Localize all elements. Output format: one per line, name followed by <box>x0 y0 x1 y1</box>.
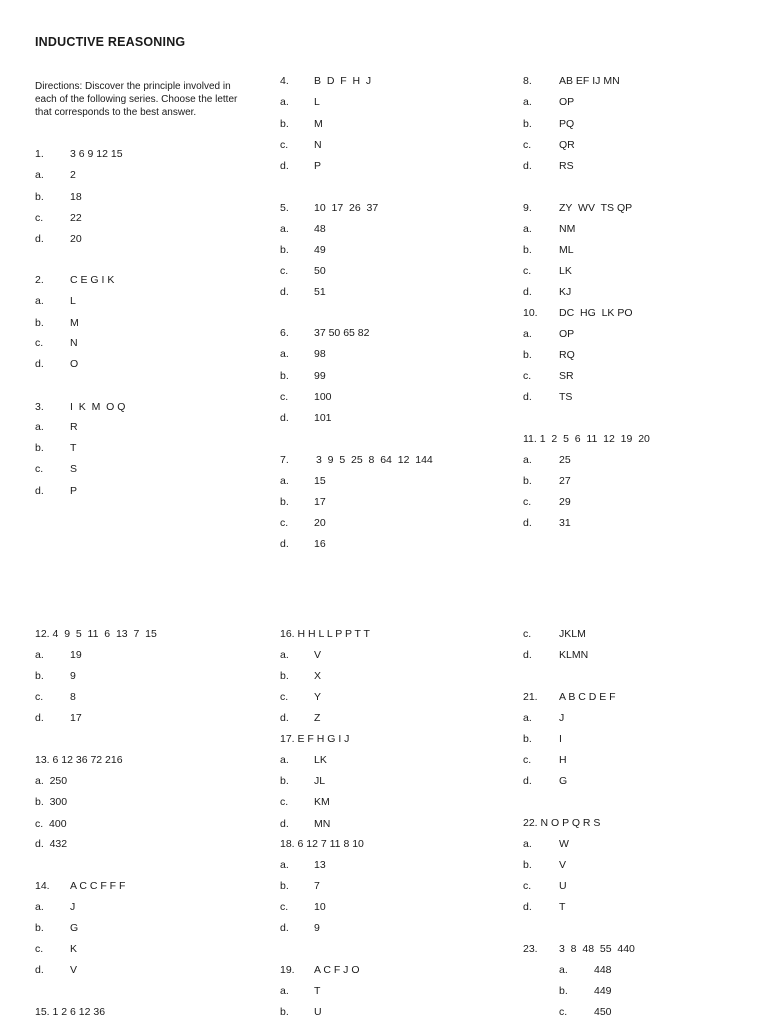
option-value: OP <box>559 328 575 340</box>
option-letter: d. <box>35 358 44 370</box>
option-letter: b. <box>280 880 289 892</box>
option-value: ML <box>559 244 574 256</box>
question-series: B D F H J <box>314 75 372 87</box>
option-letter: c. <box>280 901 289 913</box>
option-letter: a. <box>280 754 289 766</box>
question-13 <box>35 754 123 767</box>
option-value: RQ <box>559 349 575 361</box>
question-series: 6 12 36 72 216 <box>52 754 123 766</box>
option-letter: b. <box>523 475 532 487</box>
option-value: 51 <box>314 286 326 298</box>
question-number: 3. <box>35 401 44 413</box>
option-letter: b. <box>523 349 532 361</box>
option-value: MN <box>314 818 331 830</box>
option-letter: b. <box>35 670 44 682</box>
question-series: DC HG LK PO <box>559 307 633 319</box>
option-value: TS <box>559 391 573 403</box>
question-series: A C C F F F <box>70 880 126 892</box>
question-series: 4 9 5 11 6 13 7 15 <box>52 628 157 640</box>
option-value: 20 <box>314 517 326 529</box>
option-letter: b. <box>523 118 532 130</box>
question-series: 6 12 7 11 8 10 <box>297 838 364 850</box>
option-letter: c. <box>559 1006 568 1018</box>
option-letter: b. <box>280 1006 289 1018</box>
option-letter: b. <box>523 859 532 871</box>
question-11 <box>523 433 650 446</box>
option-letter: c. <box>523 754 532 766</box>
option-value: V <box>70 964 78 976</box>
option-letter: c. <box>280 517 289 529</box>
option-letter: c. <box>280 391 289 403</box>
option-value: S <box>70 463 78 475</box>
option-letter: c. <box>280 265 289 277</box>
option-value: 8 <box>70 691 76 703</box>
option-letter: d. <box>280 818 289 830</box>
option-letter: b. <box>280 775 289 787</box>
option-value: T <box>559 901 566 913</box>
option-letter: b. <box>523 733 532 745</box>
option-value: 448 <box>594 964 612 976</box>
option-letter: a. <box>35 775 50 787</box>
option-value: LK <box>559 265 572 277</box>
option-value: U <box>314 1006 322 1018</box>
option-value: 48 <box>314 223 326 235</box>
option-value: 50 <box>314 265 326 277</box>
option-value: U <box>559 880 567 892</box>
option-value: X <box>314 670 322 682</box>
option-letter: d. <box>280 286 289 298</box>
option-value: H <box>559 754 567 766</box>
option-letter: d. <box>523 775 532 787</box>
option-value: 15 <box>314 475 326 487</box>
option-value: 100 <box>314 391 332 403</box>
option-value: KJ <box>559 286 572 298</box>
option-value: K <box>70 943 78 955</box>
answer-option <box>35 838 67 851</box>
question-number: 13. <box>35 754 53 766</box>
question-series: I K M O Q <box>70 401 126 413</box>
option-letter: a. <box>523 328 532 340</box>
option-value: 99 <box>314 370 326 382</box>
option-value: 18 <box>70 191 82 203</box>
question-series: C E G I K <box>70 274 115 286</box>
question-series: 37 50 65 82 <box>314 327 370 339</box>
option-value: 10 <box>314 901 326 913</box>
option-value: P <box>314 160 322 172</box>
option-value: 16 <box>314 538 326 550</box>
option-value: 432 <box>49 838 68 850</box>
question-number: 4. <box>280 75 289 87</box>
option-letter: a. <box>35 295 44 307</box>
option-value: JKLM <box>559 628 586 640</box>
option-letter: b. <box>35 191 44 203</box>
question-series: 1 2 6 12 36 <box>52 1006 106 1018</box>
question-number: 5. <box>280 202 289 214</box>
option-value: QR <box>559 139 575 151</box>
question-number: 2. <box>35 274 44 286</box>
option-letter: b. <box>35 796 50 808</box>
option-letter: b. <box>523 244 532 256</box>
option-letter: c. <box>280 796 289 808</box>
option-letter: c. <box>280 139 289 151</box>
option-letter: a. <box>35 169 44 181</box>
option-value: OP <box>559 96 575 108</box>
option-letter: b. <box>280 118 289 130</box>
option-letter: a. <box>280 859 289 871</box>
option-letter: d. <box>280 712 289 724</box>
option-value: T <box>314 985 321 997</box>
option-value: T <box>70 442 77 454</box>
option-value: L <box>70 295 76 307</box>
option-letter: a. <box>523 454 532 466</box>
option-letter: a. <box>280 475 289 487</box>
option-letter: a. <box>280 223 289 235</box>
option-value: I <box>559 733 562 745</box>
option-letter: c. <box>35 943 44 955</box>
option-value: 250 <box>49 775 68 787</box>
option-letter: c. <box>523 370 532 382</box>
question-number: 12. <box>35 628 53 640</box>
option-letter: b. <box>35 317 44 329</box>
question-series: A B C D E F <box>559 691 616 703</box>
option-value: KM <box>314 796 330 808</box>
option-value: 19 <box>70 649 82 661</box>
option-value: 20 <box>70 233 82 245</box>
option-letter: c. <box>523 139 532 151</box>
option-letter: c. <box>523 880 532 892</box>
option-letter: d. <box>523 649 532 661</box>
question-series: N O P Q R S <box>540 817 601 829</box>
question-series: 3 9 5 25 8 64 12 144 <box>316 454 433 466</box>
option-value: JL <box>314 775 326 787</box>
option-value: 98 <box>314 348 326 360</box>
question-17 <box>280 733 349 746</box>
option-value: G <box>70 922 79 934</box>
question-number: 18. <box>280 838 298 850</box>
question-number: 21. <box>523 691 538 703</box>
question-series: AB EF IJ MN <box>559 75 620 87</box>
option-letter: b. <box>280 370 289 382</box>
question-number: 14. <box>35 880 50 892</box>
question-series: 1 2 5 6 11 12 19 20 <box>539 433 650 445</box>
option-value: RS <box>559 160 574 172</box>
option-letter: d. <box>523 517 532 529</box>
question-number: 17. <box>280 733 298 745</box>
question-22 <box>523 817 600 830</box>
option-value: 49 <box>314 244 326 256</box>
option-value: V <box>559 859 567 871</box>
option-value: 101 <box>314 412 332 424</box>
option-letter: b. <box>280 496 289 508</box>
option-letter: d. <box>35 838 50 850</box>
option-value: Y <box>314 691 322 703</box>
answer-option <box>35 818 67 831</box>
option-letter: d. <box>523 286 532 298</box>
option-value: 27 <box>559 475 571 487</box>
option-value: 25 <box>559 454 571 466</box>
option-letter: b. <box>280 244 289 256</box>
option-letter: b. <box>35 442 44 454</box>
question-series: ZY WV TS QP <box>559 202 633 214</box>
option-value: 31 <box>559 517 571 529</box>
question-series: 3 6 9 12 15 <box>70 148 123 160</box>
option-letter: c. <box>35 818 50 830</box>
question-number: 19. <box>280 964 295 976</box>
option-value: 449 <box>594 985 612 997</box>
question-series: 3 8 48 55 440 <box>559 943 635 955</box>
option-letter: a. <box>523 223 532 235</box>
option-value: R <box>70 421 78 433</box>
option-letter: c. <box>35 337 44 349</box>
option-letter: b. <box>280 670 289 682</box>
option-value: 22 <box>70 212 82 224</box>
option-letter: c. <box>280 691 289 703</box>
option-letter: c. <box>523 496 532 508</box>
option-letter: c. <box>523 628 532 640</box>
option-value: J <box>70 901 76 913</box>
option-letter: a. <box>523 96 532 108</box>
option-value: J <box>559 712 565 724</box>
question-number: 11. <box>523 433 540 445</box>
question-12 <box>35 628 157 641</box>
option-letter: c. <box>523 265 532 277</box>
question-series: H H L L P P T T <box>297 628 370 640</box>
option-value: 450 <box>594 1006 612 1018</box>
option-letter: a. <box>523 838 532 850</box>
option-value: W <box>559 838 569 850</box>
question-number: 23. <box>523 943 538 955</box>
question-number: 1. <box>35 148 44 160</box>
question-series: A C F J O <box>314 964 360 976</box>
option-value: 9 <box>70 670 76 682</box>
option-value: 2 <box>70 169 76 181</box>
option-letter: d. <box>35 485 44 497</box>
option-letter: d. <box>35 712 44 724</box>
option-value: Z <box>314 712 321 724</box>
option-value: NM <box>559 223 576 235</box>
option-letter: a. <box>35 421 44 433</box>
answer-option <box>35 796 67 809</box>
option-letter: d. <box>523 160 532 172</box>
option-value: 17 <box>314 496 326 508</box>
question-number: 6. <box>280 327 289 339</box>
question-15 <box>35 1006 105 1019</box>
question-number: 7. <box>280 454 289 466</box>
option-letter: c. <box>35 463 44 475</box>
option-letter: d. <box>35 964 44 976</box>
option-letter: c. <box>35 691 44 703</box>
question-number: 8. <box>523 75 532 87</box>
question-series: E F H G I J <box>297 733 350 745</box>
option-letter: d. <box>35 233 44 245</box>
option-value: 9 <box>314 922 320 934</box>
option-value: M <box>70 317 79 329</box>
question-number: 9. <box>523 202 532 214</box>
option-letter: a. <box>280 649 289 661</box>
option-letter: a. <box>523 712 532 724</box>
option-value: G <box>559 775 568 787</box>
option-letter: d. <box>280 412 289 424</box>
option-value: P <box>70 485 78 497</box>
question-number: 16. <box>280 628 298 640</box>
option-letter: d. <box>523 901 532 913</box>
option-value: L <box>314 96 320 108</box>
question-number: 10. <box>523 307 538 319</box>
question-18 <box>280 838 364 851</box>
directions-text: Directions: Discover the principle involved in each of the following series. Choose the letter that corresponds to the best answer. <box>35 81 238 118</box>
option-letter: a. <box>35 649 44 661</box>
option-letter: a. <box>35 901 44 913</box>
page-title: INDUCTIVE REASONING <box>35 35 186 49</box>
option-letter: a. <box>280 96 289 108</box>
option-value: 29 <box>559 496 571 508</box>
option-value: SR <box>559 370 574 382</box>
option-letter: a. <box>280 985 289 997</box>
option-value: KLMN <box>559 649 589 661</box>
option-value: V <box>314 649 322 661</box>
question-series: 10 17 26 37 <box>314 202 379 214</box>
option-value: M <box>314 118 323 130</box>
question-number: 22. <box>523 817 541 829</box>
option-letter: b. <box>35 922 44 934</box>
option-letter: d. <box>280 160 289 172</box>
option-value: 13 <box>314 859 326 871</box>
option-value: 7 <box>314 880 320 892</box>
option-letter: b. <box>559 985 568 997</box>
option-value: 400 <box>49 818 67 830</box>
option-value: O <box>70 358 79 370</box>
option-value: 17 <box>70 712 82 724</box>
option-letter: a. <box>559 964 568 976</box>
option-letter: a. <box>280 348 289 360</box>
option-value: LK <box>314 754 327 766</box>
option-value: 300 <box>49 796 68 808</box>
option-letter: c. <box>35 212 44 224</box>
option-letter: d. <box>523 391 532 403</box>
question-number: 15. <box>35 1006 53 1018</box>
answer-option <box>35 775 67 788</box>
option-value: N <box>314 139 322 151</box>
option-letter: d. <box>280 922 289 934</box>
option-value: N <box>70 337 78 349</box>
question-16 <box>280 628 370 641</box>
option-value: PQ <box>559 118 575 130</box>
option-letter: d. <box>280 538 289 550</box>
